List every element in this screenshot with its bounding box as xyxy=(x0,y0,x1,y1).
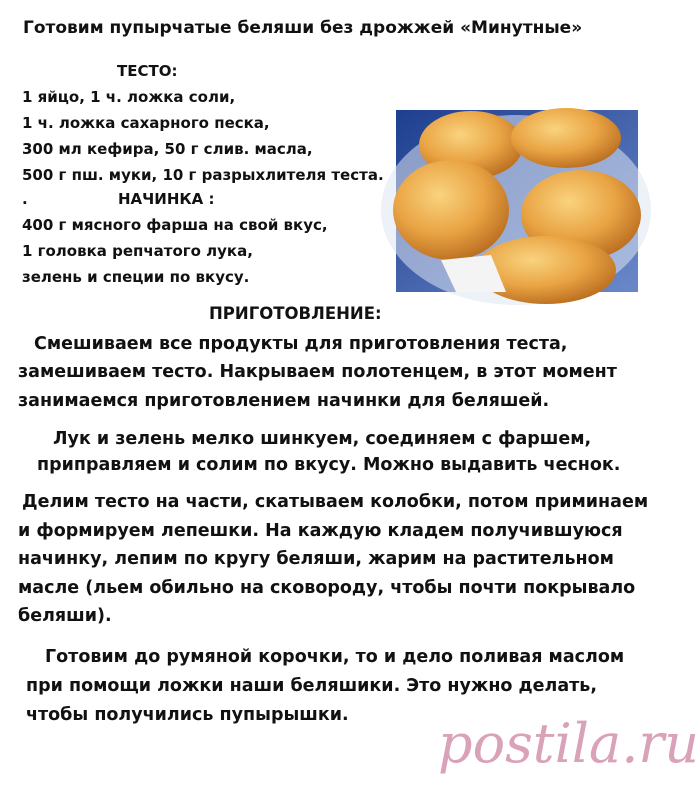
paragraph-line: начинку, лепим по кругу беляши, жарим на растительном xyxy=(18,549,614,569)
filling-marker: . xyxy=(22,190,28,208)
paragraph-line: чтобы получились пупырышки. xyxy=(26,705,349,725)
paragraph-line: Делим тесто на части, скатываем колобки, потом приминаем xyxy=(22,492,649,512)
postila-watermark: postila.ru xyxy=(438,712,699,775)
preparation-heading: ПРИГОТОВЛЕНИЕ: xyxy=(209,304,382,323)
filling-line: зелень и специи по вкусу. xyxy=(22,268,250,286)
paragraph-line: Лук и зелень мелко шинкуем, соединяем с фаршем, xyxy=(53,429,592,449)
paragraph-line: замешиваем тесто. Накрываем полотенцем, в этот момент xyxy=(18,362,617,382)
belyashi-photo xyxy=(396,110,638,292)
dough-heading: ТЕСТО: xyxy=(117,62,178,80)
filling-heading: НАЧИНКА : xyxy=(118,190,215,208)
dough-line: 1 яйцо, 1 ч. ложка соли, xyxy=(22,88,236,106)
paragraph-line: при помощи ложки наши беляшики. Это нужно делать, xyxy=(26,676,598,696)
dough-line: 500 г пш. муки, 10 г разрыхлителя теста. xyxy=(22,166,384,184)
paragraph-line: приправляем и солим по вкусу. Можно выдавить чеснок. xyxy=(37,455,621,475)
paragraph-line: занимаемся приготовлением начинки для беляшей. xyxy=(18,391,550,411)
filling-line: 1 головка репчатого лука, xyxy=(22,242,253,260)
paragraph-line: беляши). xyxy=(18,606,112,626)
paragraph-line: масле (льем обильно на сковороду, чтобы почти покрывало xyxy=(18,578,636,598)
filling-line: 400 г мясного фарша на свой вкус, xyxy=(22,216,328,234)
paragraph-line: Готовим до румяной корочки, то и дело поливая маслом xyxy=(45,647,625,667)
paragraph-line: и формируем лепешки. На каждую кладем получившуюся xyxy=(18,521,623,541)
dough-line: 300 мл кефира, 50 г слив. масла, xyxy=(22,140,313,158)
dough-line: 1 ч. ложка сахарного песка, xyxy=(22,114,270,132)
paragraph-line: Смешиваем все продукты для приготовления теста, xyxy=(34,334,568,354)
page-title: Готовим пупырчатые беляши без дрожжей «Минутные» xyxy=(23,18,583,38)
